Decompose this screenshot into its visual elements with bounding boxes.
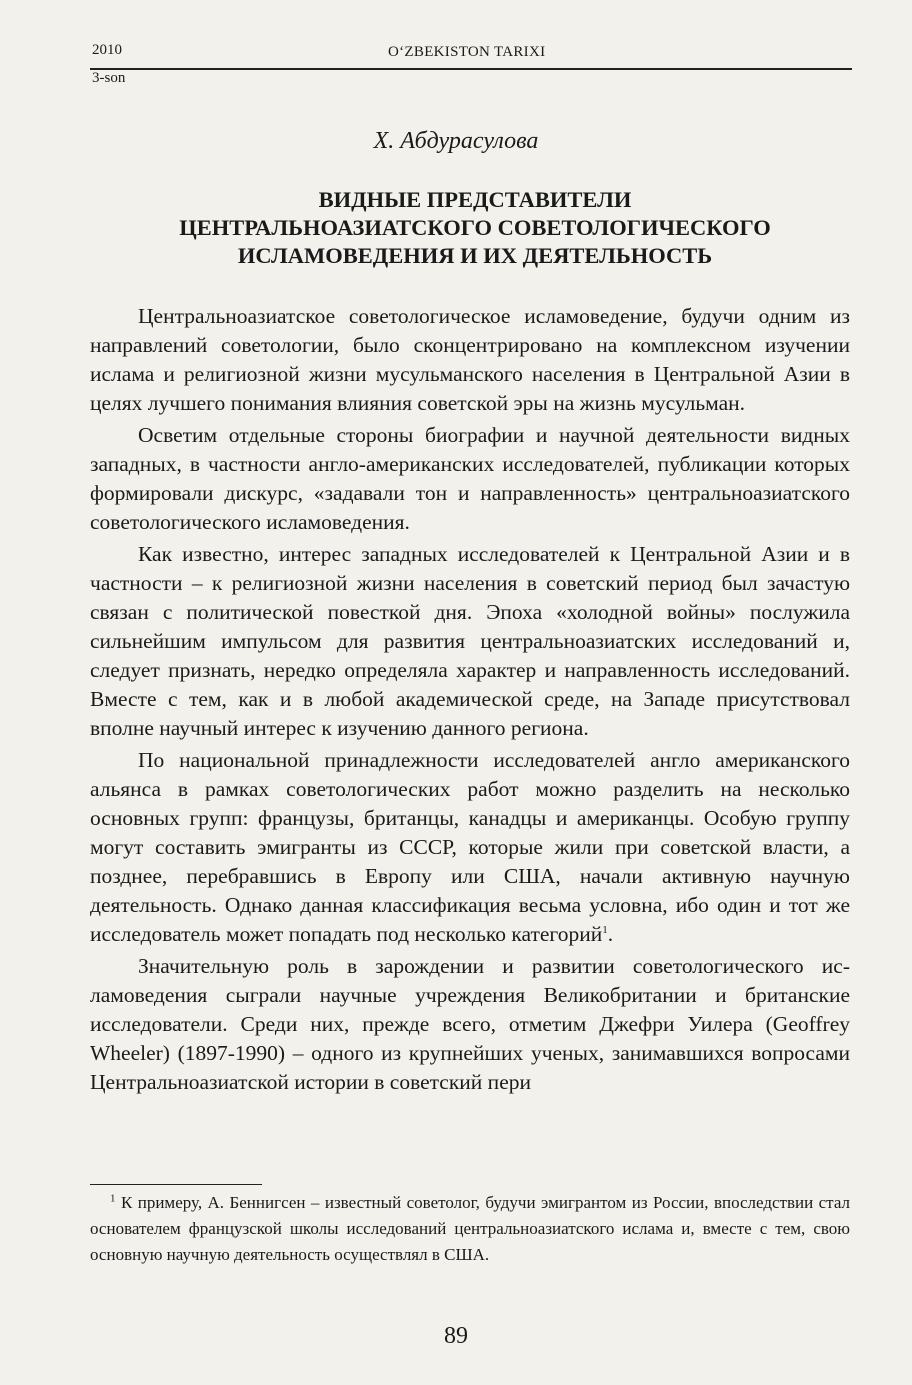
paragraph: По национальной принадлежности исследователей англо американского альянса в рамках советологических работ можно разделить на несколько основных групп: французы, британцы, канадцы и американцы. Особую группу могут составить эмигранты из СССР, которые жили при советской власти, а позднее, перебравшись в Европу или США, начали активную научную деятельность. Однако данная классификация весьма условна, ибо один и тот же исследователь может попадать под несколько категорий$^1$. xyxy=(90,748,850,946)
header-issue: 3-son xyxy=(92,70,126,86)
paragraph: Как известно, интерес западных исследователей к Центральной Азии и в частности – к религиозной жизни населения в советский период был зачастую связан с политической повесткой дня. Эпоха «холодной войны» послужила сильнейшим импульсом для развития центральноазиатских исследований и, следует признать, нередко определяла характер и направленность исследований. Вместе с тем, как и в любой академической среде, на Западе присутствовал вполне научный интерес к изучению данного региона. xyxy=(90,542,850,740)
title-line: ИСЛАМОВЕДЕНИЯ И ИХ ДЕЯТЕЛЬНОСТЬ xyxy=(237,243,713,268)
article-title xyxy=(100,186,850,270)
paragraph: Значительную роль в зарождении и развитии советологического исламоведения сыграли научные учреждения Великобритании и британские исследователи. Среди них, прежде всего, отметим Джефри Уилера (Geoffrey Wheeler) (1897-1990) – одного из крупнейших ученых, занимавшихся вопросами Центральноазиатской истории в советский пери xyxy=(90,954,850,1094)
footnote-rule xyxy=(90,1184,262,1185)
paragraph: Осветим отдельные стороны биографии и научной деятельности видных западных, в частности англо-американских исследователей, публикации которых формировали дискурс, «задавали тон и направленность» центральноазиатского советологического исламоведения. xyxy=(90,423,850,534)
title-line: ЦЕНТРАЛЬНОАЗИАТСКОГО СОВЕТОЛОГИЧЕСКОГО xyxy=(179,215,771,240)
title-line: ВИДНЫЕ ПРЕДСТАВИТЕЛИ xyxy=(318,187,632,212)
page-number: 89 xyxy=(444,1323,468,1349)
footnote xyxy=(90,1190,850,1268)
header-year: 2010 xyxy=(92,42,122,58)
footnote-marker: 1 xyxy=(110,1192,116,1205)
header-rule xyxy=(90,68,852,70)
article-author: Х. Абдурасулова xyxy=(373,128,539,154)
paragraph: Центральноазиатское советологическое исламоведение, будучи одним из направлений советологии, было сконцентрировано на комплексном изучении ислама и религиозной жизни мусульманского населения в Центральной Азии в целях лучшего понимания влияния советской эры на жизнь мусульман. xyxy=(90,304,850,415)
footnote-reference: 1 xyxy=(602,923,608,936)
paragraph-text: По национальной принадлежности исследователей англо американского альянса в рамках советологических работ можно разделить на несколько основных групп: французы, британцы, канадцы и американцы. Особую группу могут составить эмигранты из СССР, которые жили при советской власти, а позднее, перебравшись в Европу или США, начали активную научную деятельность. Однако данная классификация весьма условна, ибо один и тот же исследователь может попадать под несколько категорий xyxy=(90,748,850,946)
footnote-text: К примеру, А. Беннигсен – известный советолог, будучи эмигрантом из России, впоследствии стал основателем французской школы исследований центральноазиатского ислама и, вместе с тем, свою основную научную деятельность осуществлял в США. xyxy=(90,1193,850,1264)
article-body xyxy=(90,302,850,1097)
header-journal-title: O‘ZBEKISTON TARIXI xyxy=(388,44,546,60)
